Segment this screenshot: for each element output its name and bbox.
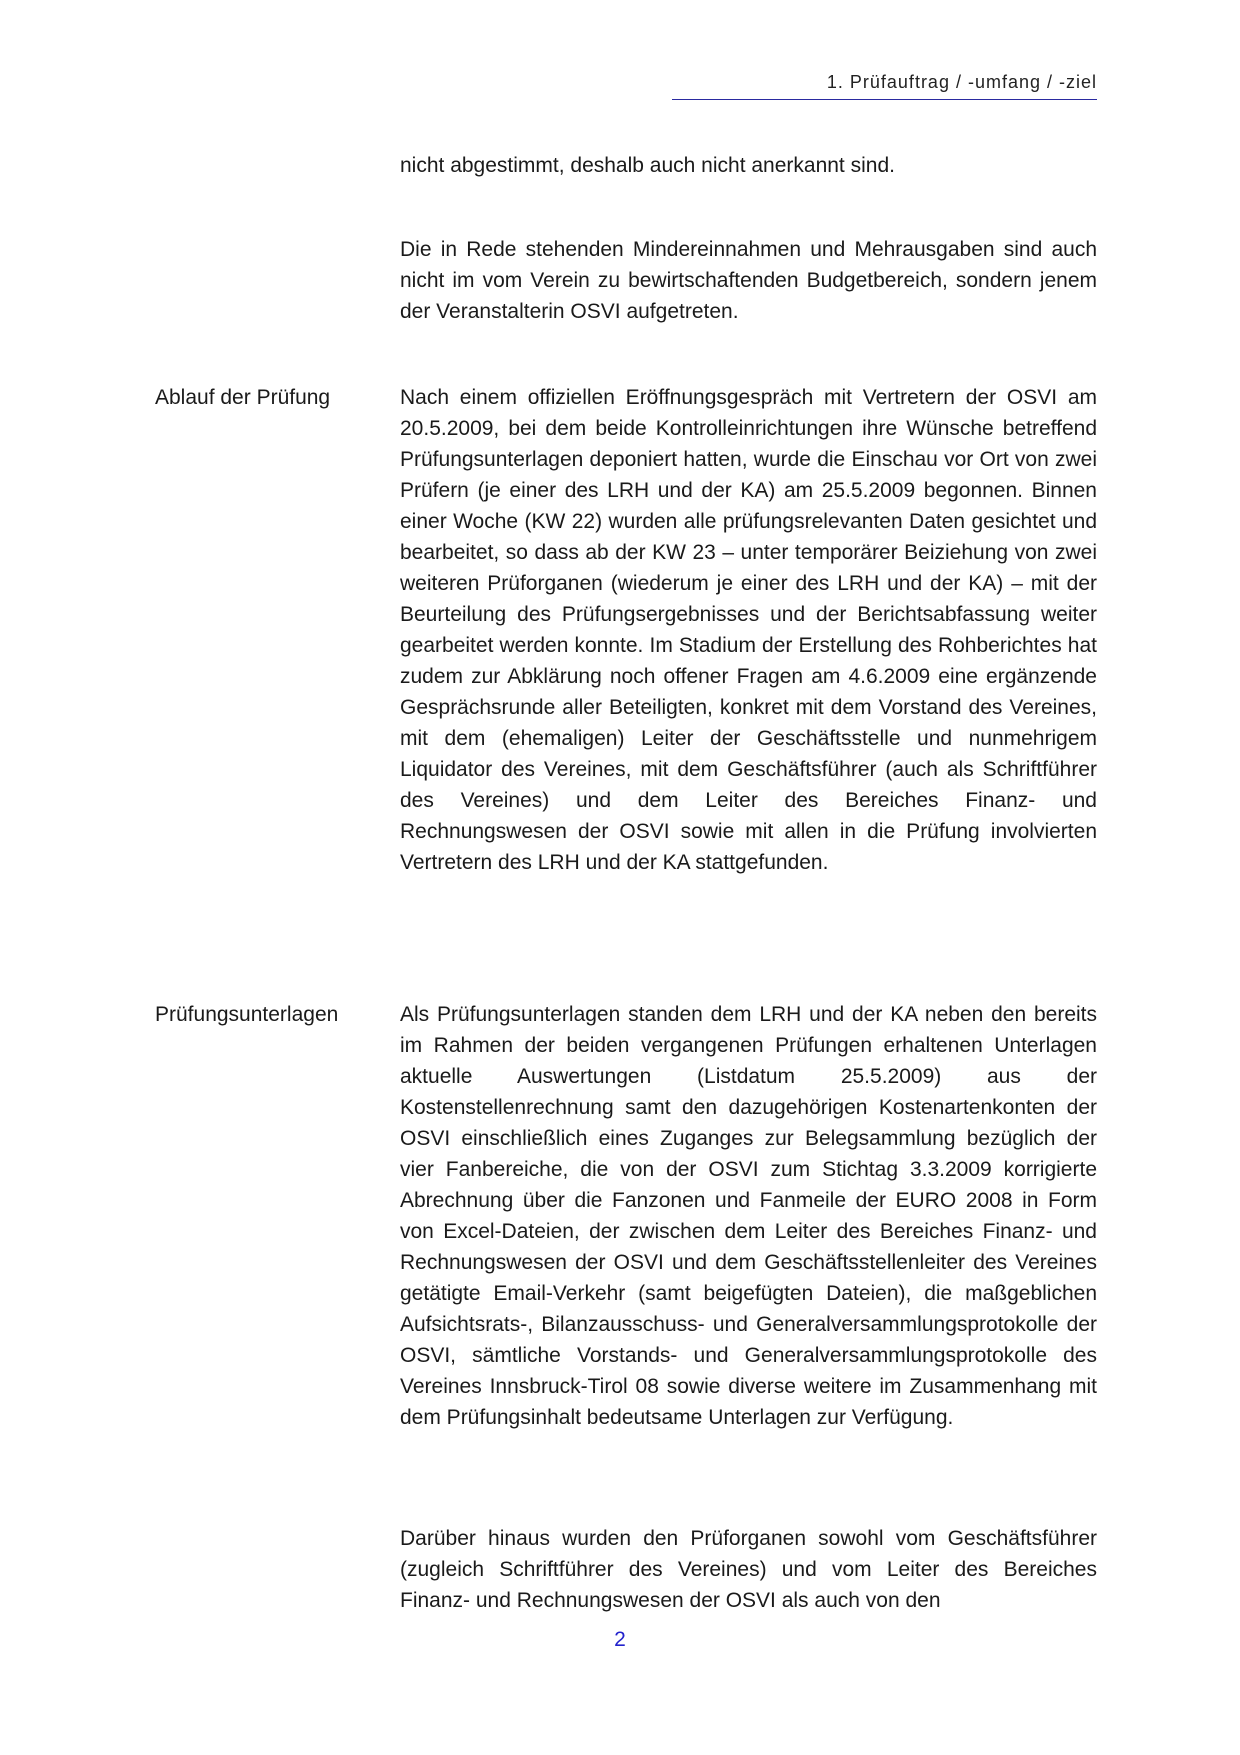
page-number: 2 <box>614 1628 626 1651</box>
running-header: 1. Prüfauftrag / -umfang / -ziel <box>672 72 1097 100</box>
margin-label-ablauf: Ablauf der Prüfung <box>155 386 331 409</box>
unterlagen-paragraph-2: Darüber hinaus wurden den Prüforganen sowohl vom Geschäftsführer (zugleich Schriftführer des Vereines) und vom Leiter des Bereiches Finanz- und Rechnungswesen der OSVI als auch von den <box>400 1527 1097 1612</box>
intro-paragraph-2: Die in Rede stehenden Mindereinnahmen und Mehrausgaben sind auch nicht im vom Verein zu bewirtschaftenden Budgetbereich, sondern jenem der Veranstalterin OSVI aufgetreten. <box>400 238 1097 323</box>
intro-paragraph-1: nicht abgestimmt, deshalb auch nicht anerkannt sind. <box>400 154 895 177</box>
ablauf-paragraph: Nach einem offiziellen Eröffnungsgespräch mit Vertretern der OSVI am 20.5.2009, bei dem beide Kontrolleinrichtungen ihre Wünsche betreffend Prüfungsunterlagen deponiert hatten, wurde die Einschau vor Ort von zwei Prüfern (je einer des LRH und der KA) am 25.5.2009 begonnen. Binnen einer Woche (KW 22) wurden alle prüfungsrelevanten Daten gesichtet und bearbeitet, so dass ab der KW 23 – unter temporärer Beiziehung von zwei weiteren Prüforganen (wiederum je einer des LRH und der KA) – mit der Beurteilung des Prüfungsergebnisses und der Berichtsabfassung weiter gearbeitet werden konnte. Im Stadium der Erstellung des Rohberichtes hat zudem zur Abklärung noch offener Fragen am 4.6.2009 eine ergänzende Gesprächsrunde aller Beteiligten, konkret mit dem Vorstand des Vereines, mit dem (ehemaligen) Leiter der Geschäftsstelle und nunmehrigem Liquidator des Vereines, mit dem Geschäftsführer (auch als Schriftführer des Vereines) und dem Leiter des Bereiches Finanz- und Rechnungswesen der OSVI sowie mit allen in die Prüfung involvierten Vertretern des LRH und der KA stattgefunden. <box>400 386 1097 874</box>
margin-label-unterlagen: Prüfungsunterlagen <box>155 1003 339 1026</box>
unterlagen-paragraph-1: Als Prüfungsunterlagen standen dem LRH und der KA neben den bereits im Rahmen der beiden vergangenen Prüfungen erhaltenen Unterlagen aktuelle Auswertungen (Listdatum 25.5.2009) aus der Kostenstellenrechnung samt den dazugehörigen Kostenartenkonten der OSVI einschließlich eines Zuganges zur Belegsammlung bezüglich der vier Fanbereiche, die von der OSVI zum Stichtag 3.3.2009 korrigierte Abrechnung über die Fanzonen und Fanmeile der EURO 2008 in Form von Excel-Dateien, der zwischen dem Leiter des Bereiches Finanz- und Rechnungswesen der OSVI und dem Geschäftsstellenleiter des Vereines getätigte Email-Verkehr (samt beigefügten Dateien), die maßgeblichen Aufsichtsrats-, Bilanzausschuss- und Generalversammlungsprotokolle der OSVI, sämtliche Vorstands- und Generalversammlungsprotokolle des Vereines Innsbruck-Tirol 08 sowie diverse weitere im Zusammenhang mit dem Prüfungsinhalt bedeutsame Unterlagen zur Verfügung. <box>400 1003 1097 1429</box>
